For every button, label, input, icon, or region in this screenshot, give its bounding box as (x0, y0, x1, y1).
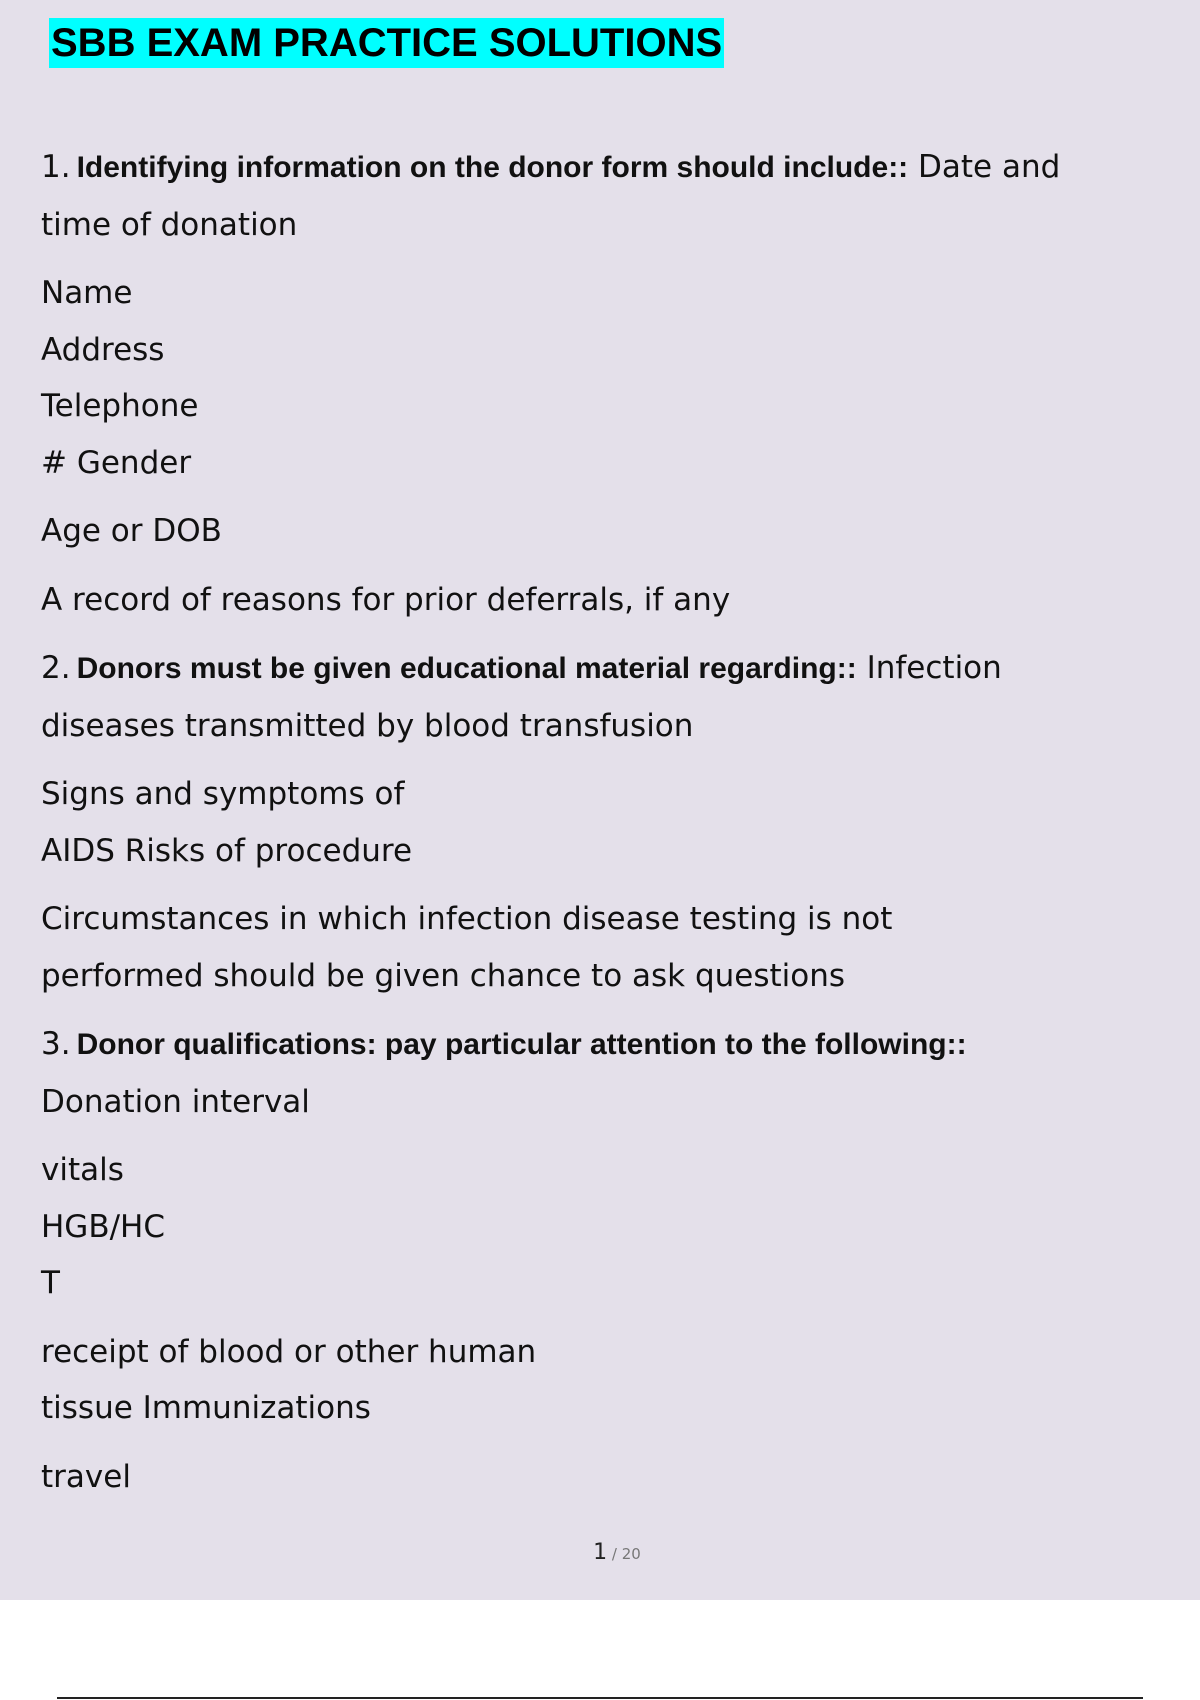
answer-line: A record of reasons for prior deferrals, if any (41, 581, 731, 618)
answer-line: time of donation (41, 206, 298, 243)
question-3-first-line (41, 1016, 1161, 1074)
answer-line: receipt of blood or other human (41, 1333, 537, 1370)
question-number: 3. (41, 1026, 71, 1062)
answer-line: Address (41, 331, 165, 368)
answer-group (41, 1142, 1161, 1312)
question-text: Identifying information on the donor form should include:: (76, 151, 909, 184)
answer-group (41, 1449, 1161, 1506)
answer-line: tissue Immunizations (41, 1390, 371, 1426)
answer-line: Age or DOB (41, 513, 222, 549)
answer-group (41, 766, 1161, 879)
answer-line: Donation interval (41, 1083, 310, 1120)
question-3 (41, 1016, 1161, 1130)
question-1 (41, 139, 1161, 253)
answer-line: # Gender (41, 444, 192, 481)
answer-line: Telephone (41, 388, 199, 424)
answer-group (41, 503, 1161, 560)
page-number (0, 1540, 1200, 1565)
answer-group (41, 1324, 1161, 1437)
answer-line: HGB/HC (41, 1208, 165, 1245)
answer-line: AIDS Risks of procedure (41, 832, 413, 869)
answer-line: Name (41, 275, 133, 311)
document-content (41, 139, 1161, 1517)
answer-line: T (41, 1265, 60, 1301)
question-1-first-line (41, 139, 1161, 197)
question-text: Donors must be given educational material regarding:: (76, 652, 857, 685)
answer-line: travel (41, 1458, 131, 1495)
page-number-total: / 20 (607, 1545, 641, 1563)
answer-line: Circumstances in which infection disease testing is not (41, 901, 893, 937)
answer-line: vitals (41, 1152, 124, 1188)
question-text: Donor qualifications: pay particular attention to the following:: (76, 1028, 967, 1061)
question-2-first-line (41, 640, 1161, 698)
question-number: 1. (41, 149, 71, 185)
answer-line: performed should be given chance to ask questions (41, 957, 846, 994)
page-number-current: 1 (593, 1540, 608, 1565)
next-page-divider (57, 1697, 1143, 1699)
question-2 (41, 640, 1161, 754)
document-title: SBB EXAM PRACTICE SOLUTIONS (49, 18, 724, 68)
answer-line: Signs and symptoms of (41, 776, 405, 812)
answer-text: Date and (908, 149, 1061, 185)
answer-text: Infection (856, 650, 1002, 686)
answer-line: diseases transmitted by blood transfusion (41, 707, 694, 744)
answer-group (41, 891, 1161, 1004)
answer-group (41, 572, 1161, 629)
question-number: 2. (41, 650, 71, 686)
answer-group (41, 265, 1161, 491)
